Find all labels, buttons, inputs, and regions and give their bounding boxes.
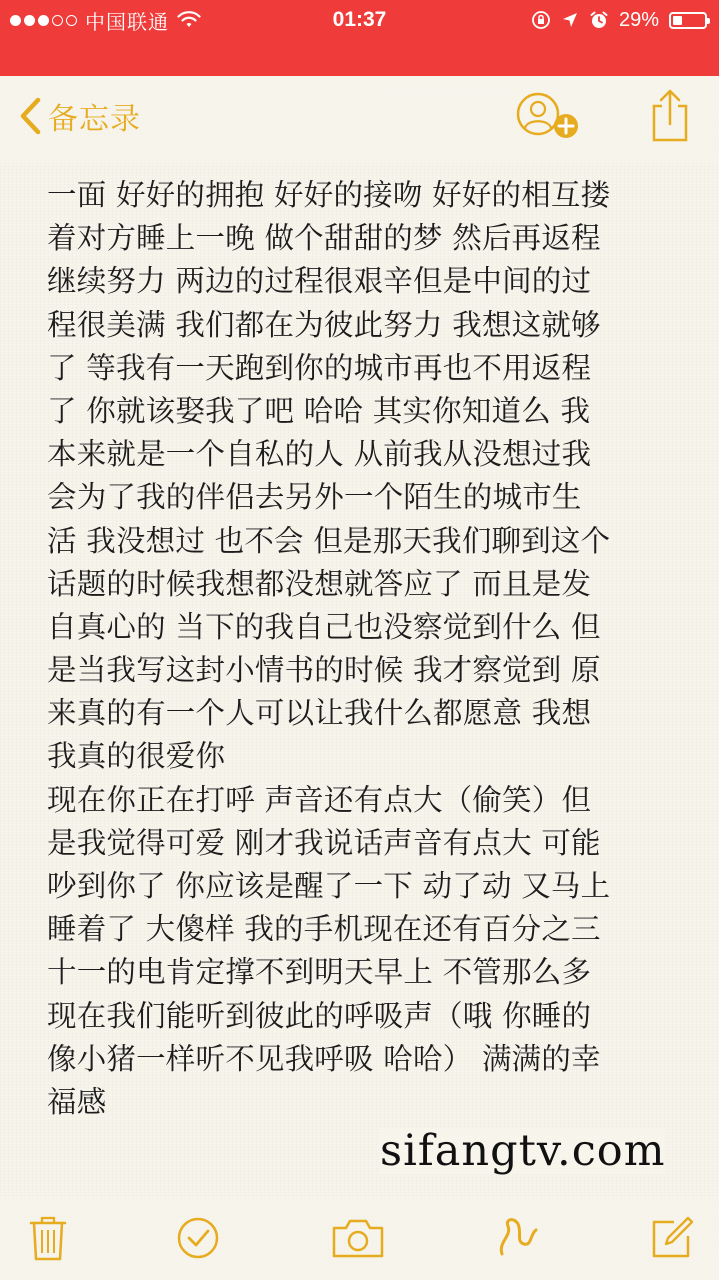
camera-icon bbox=[330, 1216, 386, 1260]
note-line: 现在我们能听到彼此的呼吸声（哦 你睡的 bbox=[47, 998, 592, 1033]
note-line: 吵到你了 你应该是醒了一下 动了动 又马上 bbox=[47, 869, 611, 903]
nav-bar bbox=[0, 76, 719, 164]
status-bar bbox=[0, 0, 719, 40]
note-body[interactable] bbox=[47, 174, 679, 1124]
note-line: 程很美满 我们都在为彼此努力 我想这就够 bbox=[47, 307, 601, 342]
compose-icon bbox=[648, 1214, 696, 1262]
note-line: 会为了我的伴侣去另外一个陌生的城市生 bbox=[47, 480, 582, 515]
note-line: 我真的很爱你 bbox=[47, 739, 226, 774]
note-line: 本来就是一个自私的人 从前我从没想过我 bbox=[47, 437, 592, 472]
note-line: 十一的电肯定撑不到明天早上 不管那么多 bbox=[47, 955, 592, 990]
note-line: 是我觉得可爱 刚才我说话声音有点大 可能 bbox=[47, 825, 601, 860]
battery-fill bbox=[673, 16, 682, 25]
delete-button[interactable] bbox=[20, 1210, 76, 1266]
status-right bbox=[531, 0, 707, 40]
note-line: 现在你正在打呼 声音还有点大（偷笑）但 bbox=[47, 782, 592, 817]
note-line: 是当我写这封小情书的时候 我才察觉到 原 bbox=[47, 653, 601, 688]
note-line: 话题的时候我想都没想就答应了 而且是发 bbox=[47, 566, 592, 601]
note-line: 自真心的 当下的我自己也没察觉到什么 但 bbox=[47, 609, 601, 644]
signal-strength-icon bbox=[10, 15, 77, 26]
alarm-clock-icon bbox=[589, 10, 609, 30]
squiggle-icon bbox=[494, 1214, 542, 1262]
trash-icon bbox=[28, 1214, 68, 1262]
note-line: 像小猪一样听不见我呼吸 哈哈） 满满的幸 bbox=[47, 1041, 601, 1076]
note-line: 睡着了 大傻样 我的手机现在还有百分之三 bbox=[47, 912, 601, 947]
carrier-label: 中国联通 bbox=[85, 11, 169, 34]
battery-icon bbox=[669, 12, 707, 29]
note-line: 一面 好好的拥抱 好好的接吻 好好的相互搂 bbox=[47, 178, 611, 212]
sketch-button[interactable] bbox=[490, 1210, 546, 1266]
note-line: 活 我没想过 也不会 但是那天我们聊到这个 bbox=[47, 523, 611, 558]
camera-button[interactable] bbox=[330, 1210, 386, 1266]
note-line: 继续努力 两边的过程很艰辛但是中间的过 bbox=[47, 264, 592, 299]
bottom-toolbar bbox=[0, 1196, 719, 1280]
new-note-button[interactable] bbox=[644, 1210, 700, 1266]
note-line: 来真的有一个人可以让我什么都愿意 我想 bbox=[47, 696, 592, 731]
note-line: 了 等我有一天跑到你的城市再也不用返程 bbox=[47, 350, 592, 385]
location-arrow-icon bbox=[561, 11, 579, 29]
wifi-icon bbox=[177, 11, 201, 29]
note-line: 福感 bbox=[47, 1084, 107, 1119]
add-person-icon bbox=[514, 90, 586, 150]
status-left bbox=[10, 0, 201, 40]
checklist-button[interactable] bbox=[170, 1210, 226, 1266]
add-people-button[interactable] bbox=[514, 90, 586, 150]
checkmark-circle-icon bbox=[176, 1216, 220, 1260]
note-line: 着对方睡上一晚 做个甜甜的梦 然后再返程 bbox=[47, 221, 601, 256]
header-band bbox=[0, 40, 719, 76]
status-time: 01:37 bbox=[332, 8, 387, 31]
chevron-left-icon bbox=[18, 96, 42, 136]
battery-percent: 29% bbox=[618, 8, 659, 31]
share-button[interactable] bbox=[648, 88, 692, 144]
back-button[interactable] bbox=[18, 94, 141, 138]
orientation-lock-icon bbox=[531, 10, 551, 30]
watermark-text: sifangtv.com bbox=[380, 1126, 666, 1176]
back-label: 备忘录 bbox=[48, 102, 141, 137]
share-icon bbox=[648, 88, 692, 144]
note-line: 了 你就该娶我了吧 哈哈 其实你知道么 我 bbox=[47, 393, 591, 428]
